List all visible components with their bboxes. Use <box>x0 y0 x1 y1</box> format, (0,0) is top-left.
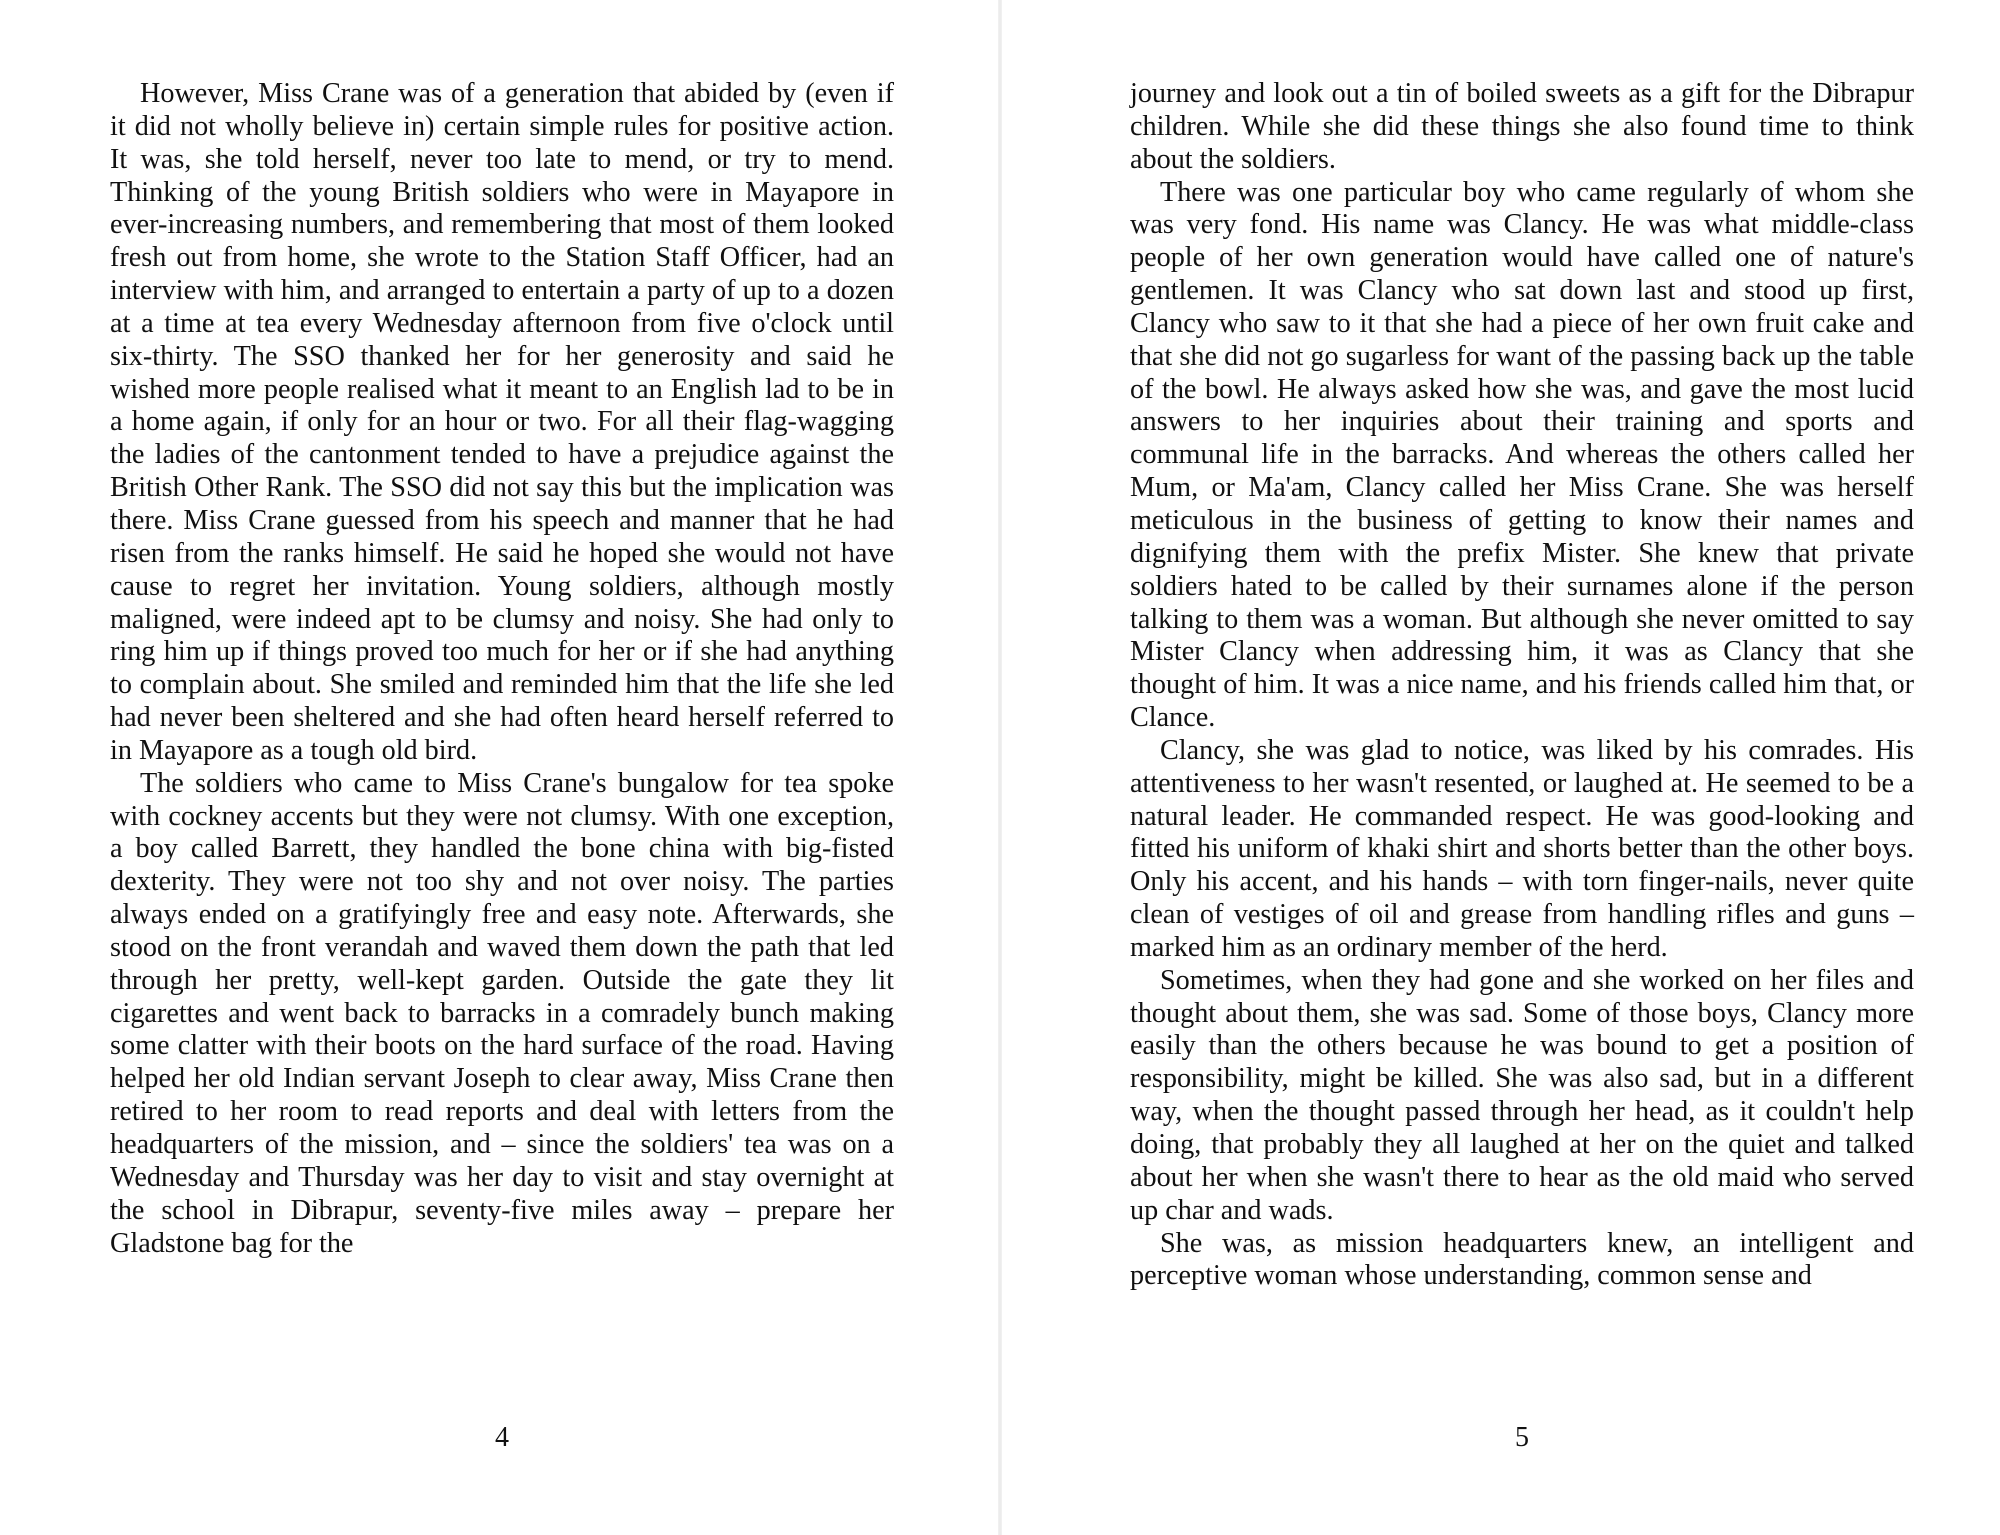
paragraph: She was, as mission headquarters knew, an intelligent and perceptive woman whose understanding, common sense and <box>1130 1227 1914 1292</box>
paragraph: However, Miss Crane was of a generation that abided by (even if it did not wholly believe in) certain simple rules for positive action. It was, she told herself, never too late to mend, or try to mend. Thinking of the young British soldiers who were in Mayapore in ever-increasing numbers, and remembering that most of them looked fresh out from home, she wrote to the Station Staff Officer, had an interview with him, and arranged to entertain a party of up to a dozen at a time at tea every Wednesday afternoon from five o'clock until six-thirty. The SSO thanked her for her generosity and said he wished more people realised what it meant to an English lad to be in a home again, if only for an hour or two. For all their flag-wagging the ladies of the cantonment tended to have a prejudice against the British Other Rank. The SSO did not say this but the implication was there. Miss Crane guessed from his speech and manner that he had risen from the ranks himself. He said he hoped she would not have cause to regret her invitation. Young soldiers, although mostly maligned, were indeed apt to be clumsy and noisy. She had only to ring him up if things proved too much for her or if she had anything to complain about. She smiled and reminded him that the life she led had never been sheltered and she had often heard herself referred to in Mayapore as a tough old bird. <box>110 78 894 766</box>
paragraph: journey and look out a tin of boiled sweets as a gift for the Dibrapur children. While she did these things she also found time to think about the soldiers. <box>1130 78 1914 175</box>
paragraph: There was one particular boy who came regularly of whom she was very fond. His name was Clancy. He was what middle-class people of her own generation would have called one of nature's gentlemen. It was Clancy who sat down last and stood up first, Clancy who saw to it that she had a piece of her own fruit cake and that she did not go sugarless for want of the passing back up the table of the bowl. He always asked how she was, and gave the most lucid answers to her inquiries about their training and sports and communal life in the barracks. And whereas the others called her Mum, or Ma'am, Clancy called her Miss Crane. She was herself meticulous in the business of getting to know their names and dignifying them with the prefix Mister. She knew that private soldiers hated to be called by their surnames alone if the person talking to them was a woman. But although she never omitted to say Mister Clancy when addressing him, it was as Clancy that she thought of him. It was a nice name, and his friends called him that, or Clance. <box>1130 176 1914 734</box>
left-page <box>110 78 894 1260</box>
paragraph: Sometimes, when they had gone and she worked on her files and thought about them, she was sad. Some of those boys, Clancy more easily than the others because he was bound to get a position of responsibility, might be killed. She was also sad, but in a different way, when the thought passed through her head, as it couldn't help doing, that probably they all laughed at her on the quiet and talked about her when she wasn't there to hear as the old maid who served up char and wads. <box>1130 964 1914 1226</box>
paragraph: The soldiers who came to Miss Crane's bungalow for tea spoke with cockney accents but they were not clumsy. With one exception, a boy called Barrett, they handled the bone china with big-fisted dexterity. They were not too shy and not over noisy. The parties always ended on a gratifyingly free and easy note. Afterwards, she stood on the front verandah and waved them down the path that led through her pretty, well-kept garden. Outside the gate they lit cigarettes and went back to barracks in a comradely bunch making some clatter with their boots on the hard surface of the road. Having helped her old Indian servant Joseph to clear away, Miss Crane then retired to her room to read reports and deal with letters from the headquarters of the mission, and – since the soldiers' tea was on a Wednesday and Thursday was her day to visit and stay overnight at the school in Dibrapur, seventy-five miles away – prepare her Gladstone bag for the <box>110 767 894 1259</box>
left-page-number: 4 <box>495 1422 509 1453</box>
right-page <box>1130 78 1914 1293</box>
left-page-text <box>110 78 894 1260</box>
right-page-number: 5 <box>1515 1422 1529 1453</box>
paragraph: Clancy, she was glad to notice, was liked by his comrades. His attentiveness to her wasn't resented, or laughed at. He seemed to be a natural leader. He commanded respect. He was good-looking and fitted his uniform of khaki shirt and shorts better than the other boys. Only his accent, and his hands – with torn finger-nails, never quite clean of vestiges of oil and grease from handling rifles and guns – marked him as an ordinary member of the herd. <box>1130 734 1914 963</box>
book-gutter <box>998 0 1002 1535</box>
right-page-text <box>1130 78 1914 1293</box>
